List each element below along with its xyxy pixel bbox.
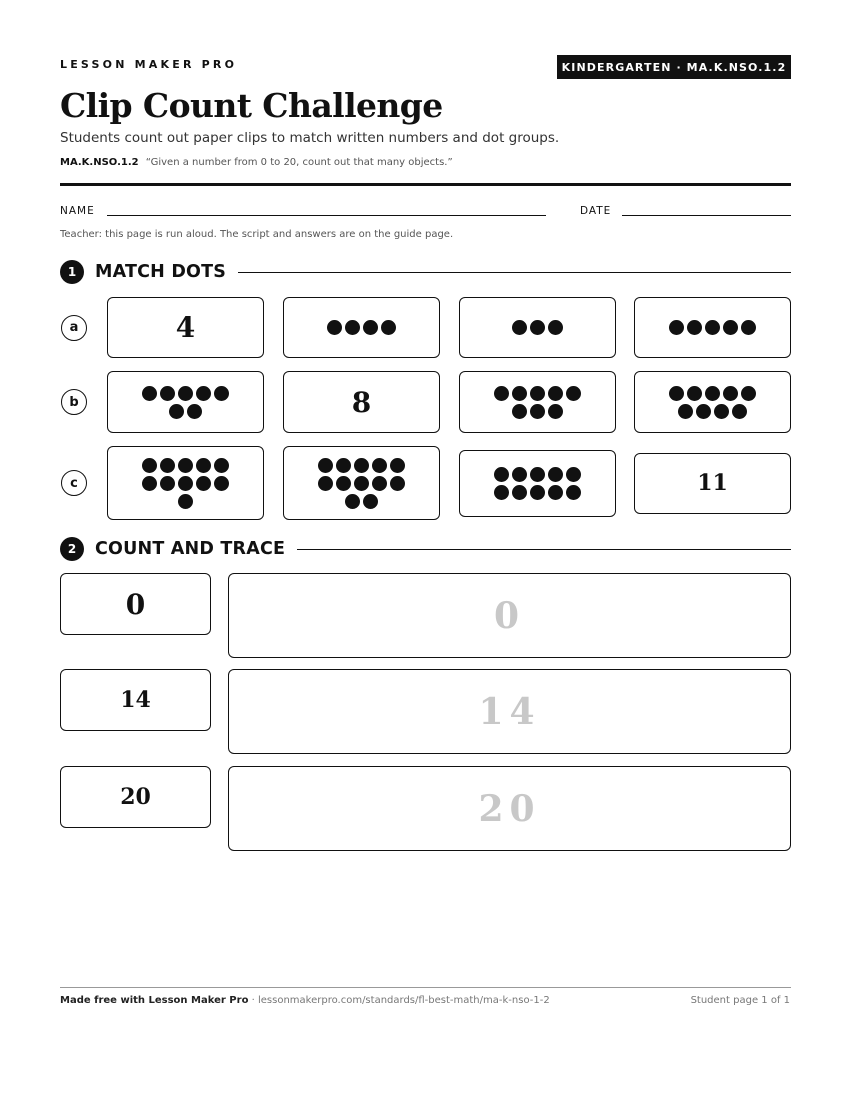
dot: [187, 404, 202, 419]
dot: [530, 467, 545, 482]
dot: [548, 404, 563, 419]
row-label: b: [61, 389, 87, 415]
dot: [669, 320, 684, 335]
dot-group: [494, 386, 581, 419]
card-number: 4: [175, 311, 196, 344]
dot: [196, 476, 211, 491]
trace-number: 20: [478, 787, 541, 830]
card-number: 8: [351, 385, 372, 419]
dot: [354, 458, 369, 473]
teacher-note: Teacher: this page is run aloud. The script and answers are on the guide page.: [60, 229, 454, 240]
dot: [669, 386, 684, 401]
name-field[interactable]: [107, 215, 546, 216]
dot: [196, 458, 211, 473]
dot: [548, 467, 563, 482]
footer-page-number: Student page 1 of 1: [690, 995, 790, 1006]
section-rule: [297, 549, 791, 550]
dot: [548, 386, 563, 401]
dot: [214, 386, 229, 401]
dot: [705, 386, 720, 401]
dot: [512, 404, 527, 419]
brand-name: LESSON MAKER PRO: [60, 58, 238, 71]
number-card[interactable]: [60, 766, 211, 828]
dot-group: [318, 458, 405, 509]
dot: [214, 476, 229, 491]
dot: [732, 404, 747, 419]
dot: [336, 476, 351, 491]
dot-card[interactable]: [283, 446, 440, 520]
dot: [390, 458, 405, 473]
dot: [381, 320, 396, 335]
dot: [678, 404, 693, 419]
dot: [372, 476, 387, 491]
trace-box[interactable]: [228, 669, 791, 754]
grade-standard-badge: KINDERGARTEN · MA.K.NSO.1.2: [557, 55, 791, 79]
dot: [178, 458, 193, 473]
dot-group: [512, 320, 563, 335]
dot: [548, 485, 563, 500]
dot-card[interactable]: [634, 371, 791, 433]
card-number: 14: [120, 687, 151, 713]
dot: [345, 494, 360, 509]
dot: [178, 476, 193, 491]
dot: [566, 386, 581, 401]
dot: [363, 494, 378, 509]
card-number: 11: [697, 470, 728, 496]
dot: [196, 386, 211, 401]
trace-number: 0: [493, 594, 526, 637]
dot: [723, 386, 738, 401]
name-label: NAME: [60, 205, 95, 217]
standard-text: “Given a number from 0 to 20, count out that many objects.”: [145, 157, 453, 168]
trace-box[interactable]: [228, 766, 791, 851]
dot: [160, 458, 175, 473]
dot: [687, 386, 702, 401]
standard-code: MA.K.NSO.1.2: [60, 157, 139, 168]
row-label: a: [61, 315, 87, 341]
dot: [372, 458, 387, 473]
dot: [512, 485, 527, 500]
dot: [494, 485, 509, 500]
dot: [566, 485, 581, 500]
dot-card[interactable]: [283, 297, 440, 358]
dot: [741, 320, 756, 335]
dot: [687, 320, 702, 335]
footer-divider: [60, 987, 791, 988]
dot-card[interactable]: [459, 450, 616, 517]
dot: [512, 320, 527, 335]
number-card[interactable]: [634, 453, 791, 514]
dot-group: [494, 467, 581, 500]
dot: [530, 386, 545, 401]
dot: [530, 485, 545, 500]
dot: [354, 476, 369, 491]
dot: [530, 320, 545, 335]
dot: [318, 458, 333, 473]
dot-card[interactable]: [459, 371, 616, 433]
dot: [178, 494, 193, 509]
dot-card[interactable]: [634, 297, 791, 358]
dot: [142, 386, 157, 401]
dot: [142, 458, 157, 473]
card-number: 20: [120, 784, 151, 810]
dot-card[interactable]: [459, 297, 616, 358]
footer-made-with: Made free with Lesson Maker Pro: [60, 995, 249, 1006]
trace-box[interactable]: [228, 573, 791, 658]
dot: [741, 386, 756, 401]
section-title: MATCH DOTS: [95, 262, 227, 282]
dot: [345, 320, 360, 335]
dot: [178, 386, 193, 401]
dot: [142, 476, 157, 491]
dot: [327, 320, 342, 335]
dot: [512, 467, 527, 482]
card-number: 0: [125, 587, 146, 621]
dot-group: [327, 320, 396, 335]
section-number: 1: [60, 260, 84, 284]
section-title: COUNT AND TRACE: [95, 539, 286, 559]
standard-line: [60, 157, 453, 168]
row-label: c: [61, 470, 87, 496]
dot-group: [669, 386, 756, 419]
date-field[interactable]: [622, 215, 791, 216]
page-title: Clip Count Challenge: [60, 86, 443, 125]
dot: [160, 386, 175, 401]
dot: [160, 476, 175, 491]
dot: [714, 404, 729, 419]
footer-url[interactable]: · lessonmakerpro.com/standards/fl-best-math/ma-k-nso-1-2: [248, 995, 550, 1006]
dot: [390, 476, 405, 491]
dot: [494, 467, 509, 482]
dot: [530, 404, 545, 419]
dot: [336, 458, 351, 473]
dot: [512, 386, 527, 401]
number-card[interactable]: [283, 371, 440, 433]
section-number: 2: [60, 537, 84, 561]
page-subtitle: Students count out paper clips to match written numbers and dot groups.: [60, 130, 560, 146]
dot-group: [142, 386, 229, 419]
footer-credit: [60, 995, 550, 1006]
dot-card[interactable]: [107, 371, 264, 433]
dot-group: [669, 320, 756, 335]
section-header-count-and-trace: [60, 536, 791, 562]
dot: [214, 458, 229, 473]
section-rule: [238, 272, 791, 273]
dot: [169, 404, 184, 419]
dot: [566, 467, 581, 482]
number-card[interactable]: [60, 669, 211, 731]
number-card[interactable]: [107, 297, 264, 358]
header-divider: [60, 183, 791, 186]
dot: [318, 476, 333, 491]
number-card[interactable]: [60, 573, 211, 635]
date-label: DATE: [580, 205, 612, 217]
dot: [494, 386, 509, 401]
dot-card[interactable]: [107, 446, 264, 520]
dot-group: [142, 458, 229, 509]
trace-number: 14: [478, 690, 541, 733]
dot: [363, 320, 378, 335]
dot: [548, 320, 563, 335]
dot: [723, 320, 738, 335]
section-header-match-dots: [60, 259, 791, 285]
dot: [705, 320, 720, 335]
dot: [696, 404, 711, 419]
